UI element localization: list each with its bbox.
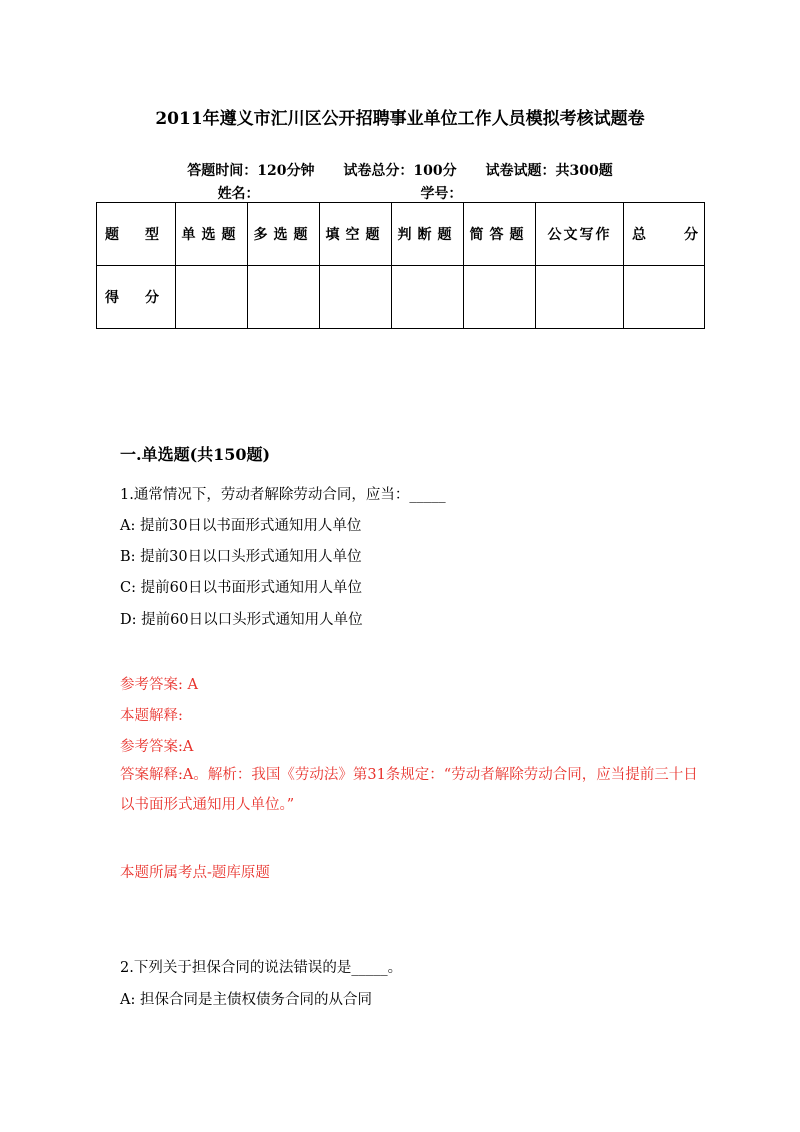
exam-title: 2011年遵义市汇川区公开招聘事业单位工作人员模拟考核试题卷 [155, 109, 645, 129]
score-cell[interactable] [464, 266, 536, 329]
score-cell[interactable] [248, 266, 320, 329]
score-row-header: 得 分 [97, 266, 176, 329]
question-2-option-a: A: 担保合同是主债权债务合同的从合同 [120, 992, 372, 1008]
question-1-explanation: 答案解释:A。解析：我国《劳动法》第31条规定：“劳动者解除劳动合同，应当提前三十日以书面形式通知用人单位。” [120, 767, 698, 813]
question-1-option-a: A: 提前30日以书面形式通知用人单位 [120, 518, 362, 534]
header-fill-blank: 填空题 [320, 203, 392, 266]
score-cell[interactable] [392, 266, 464, 329]
question-1-topic: 本题所属考点-题库原题 [120, 865, 270, 881]
header-official-writing: 公文写作 [536, 203, 624, 266]
question-1-option-b: B: 提前30日以口头形式通知用人单位 [120, 549, 362, 565]
question-1-option-c: C: 提前60日以书面形式通知用人单位 [120, 580, 363, 596]
header-total: 总 分 [624, 203, 705, 266]
exam-total-score: 试卷总分：100分 [343, 163, 457, 179]
name-blank [260, 188, 380, 203]
student-id-blank [462, 188, 582, 203]
section-single-choice-heading: 一.单选题(共150题) [120, 445, 271, 464]
name-label: 姓名： [217, 186, 260, 202]
score-table [96, 202, 705, 329]
question-1-option-d: D: 提前60日以口头形式通知用人单位 [120, 612, 363, 628]
header-single-choice: 单选题 [176, 203, 248, 266]
score-cell[interactable] [176, 266, 248, 329]
header-multi-choice: 多选题 [248, 203, 320, 266]
score-cell[interactable] [624, 266, 705, 329]
exam-question-count: 试卷试题：共300题 [485, 163, 613, 179]
question-1-reference-answer-2: 参考答案:A [120, 739, 194, 755]
name-field [218, 183, 380, 203]
score-cell[interactable] [536, 266, 624, 329]
header-true-false: 判断题 [392, 203, 464, 266]
header-short-answer: 简答题 [464, 203, 536, 266]
student-id-field [420, 183, 582, 203]
question-1-stem: 1.通常情况下，劳动者解除劳动合同，应当：_____ [120, 487, 446, 503]
question-2-stem: 2.下列关于担保合同的说法错误的是_____。 [120, 960, 403, 976]
student-id-label: 学号： [420, 186, 463, 202]
type-header: 题 型 [97, 203, 176, 266]
score-cell[interactable] [320, 266, 392, 329]
score-table-score-row [97, 266, 705, 329]
question-1-explanation-label: 本题解释: [120, 708, 183, 724]
name-line [0, 183, 800, 203]
question-1-reference-answer: 参考答案: A [120, 677, 198, 693]
score-table-header-row [97, 203, 705, 266]
exam-time: 答题时间：120分钟 [187, 163, 315, 179]
exam-meta [0, 160, 800, 180]
